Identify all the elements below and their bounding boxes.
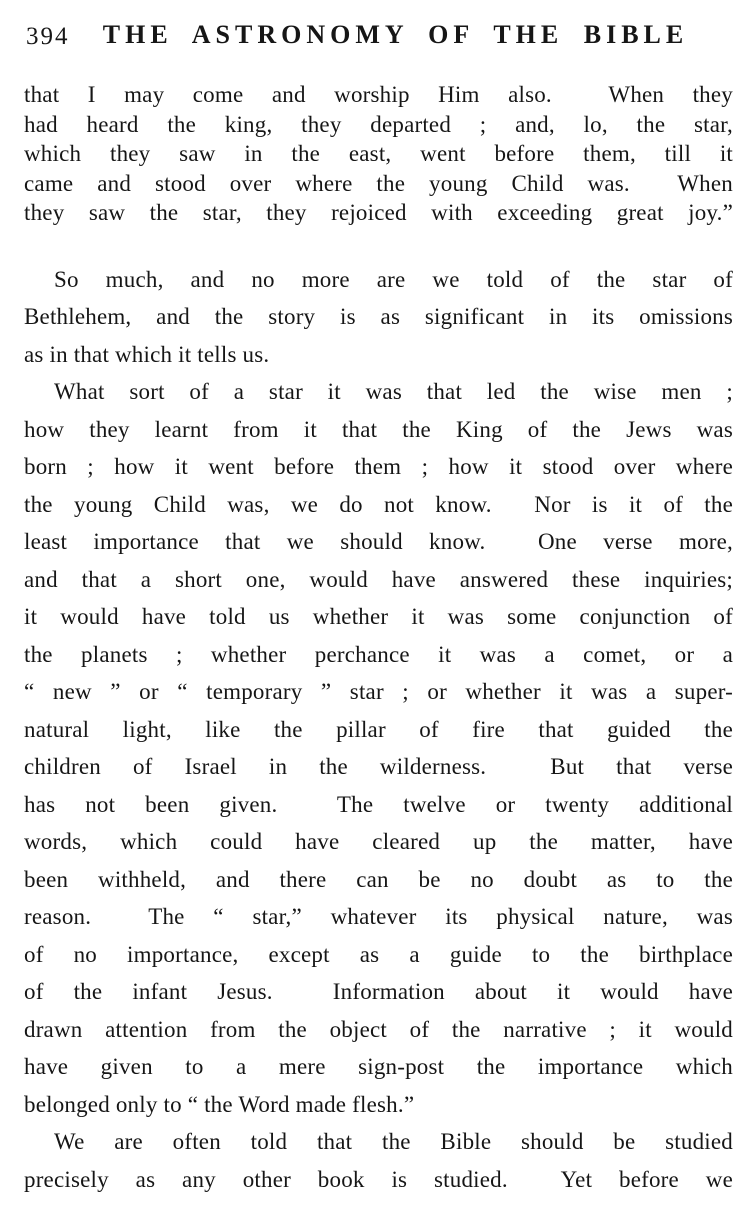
text-line: “ new ” or “ temporary ” star ; or whether it was a super- — [24, 679, 733, 704]
text-line: as in that which it tells us. — [24, 341, 270, 367]
text-line: of no importance, except as a guide to the birthplace — [24, 941, 733, 967]
text-line: We are often told that the Bible should be studied — [54, 1129, 733, 1154]
paragraph — [24, 373, 733, 1123]
text-line: What sort of a star it was that led the wise men ; — [54, 379, 733, 404]
text-line: natural light, like the pillar of fire that guided the — [24, 716, 733, 742]
text-line: belonged only to “ the Word made flesh.” — [24, 1091, 415, 1117]
text-line: has not been given. The twelve or twenty additional — [24, 791, 733, 817]
page-number: 394 — [26, 23, 70, 50]
text-line: Bethlehem, and the story is as significant in its omissions — [24, 304, 733, 329]
text-line: precisely as any other book is studied. Yet before we — [24, 1166, 733, 1192]
text-line: they saw the star, they rejoiced with exceeding great joy.” — [24, 200, 733, 225]
text-line: which they saw in the east, went before them, till it — [24, 141, 733, 166]
text-line: words, which could have cleared up the matter, have — [24, 829, 733, 854]
text-line: had heard the king, they departed ; and, lo, the star, — [24, 111, 733, 137]
text-line: how they learnt from it that the King of the Jews was — [24, 416, 733, 442]
text-line: children of Israel in the wilderness. But that verse — [24, 754, 733, 779]
text-line: the planets ; whether perchance it was a comet, or a — [24, 641, 733, 667]
text-line: drawn attention from the object of the narrative ; it would — [24, 1016, 733, 1042]
text-line: So much, and no more are we told of the star of — [54, 266, 733, 292]
running-title: THE ASTRONOMY OF THE BIBLE — [102, 20, 689, 49]
text-line: reason. The “ star,” whatever its physical nature, was — [24, 904, 733, 929]
text-line: the young Child was, we do not know. Nor is it of the — [24, 491, 733, 517]
text-line: it would have told us whether it was some conjunction of — [24, 604, 733, 629]
text-line: and that a short one, would have answered these inquiries; — [24, 566, 733, 592]
paragraph — [24, 261, 733, 374]
page-body — [24, 80, 733, 1198]
text-line: been withheld, and there can be no doubt as to the — [24, 866, 733, 892]
paragraph — [24, 1123, 733, 1198]
text-line: born ; how it went before them ; how it stood over where — [24, 454, 733, 479]
text-line: came and stood over where the young Child was. When — [24, 170, 733, 196]
text-line: have given to a mere sign-post the importance which — [24, 1054, 733, 1079]
text-line: least importance that we should know. One verse more, — [24, 529, 733, 554]
text-line: of the infant Jesus. Information about it would have — [24, 979, 733, 1004]
paragraph — [24, 80, 733, 228]
text-line: that I may come and worship Him also. When they — [24, 82, 733, 107]
page-header — [24, 20, 733, 56]
